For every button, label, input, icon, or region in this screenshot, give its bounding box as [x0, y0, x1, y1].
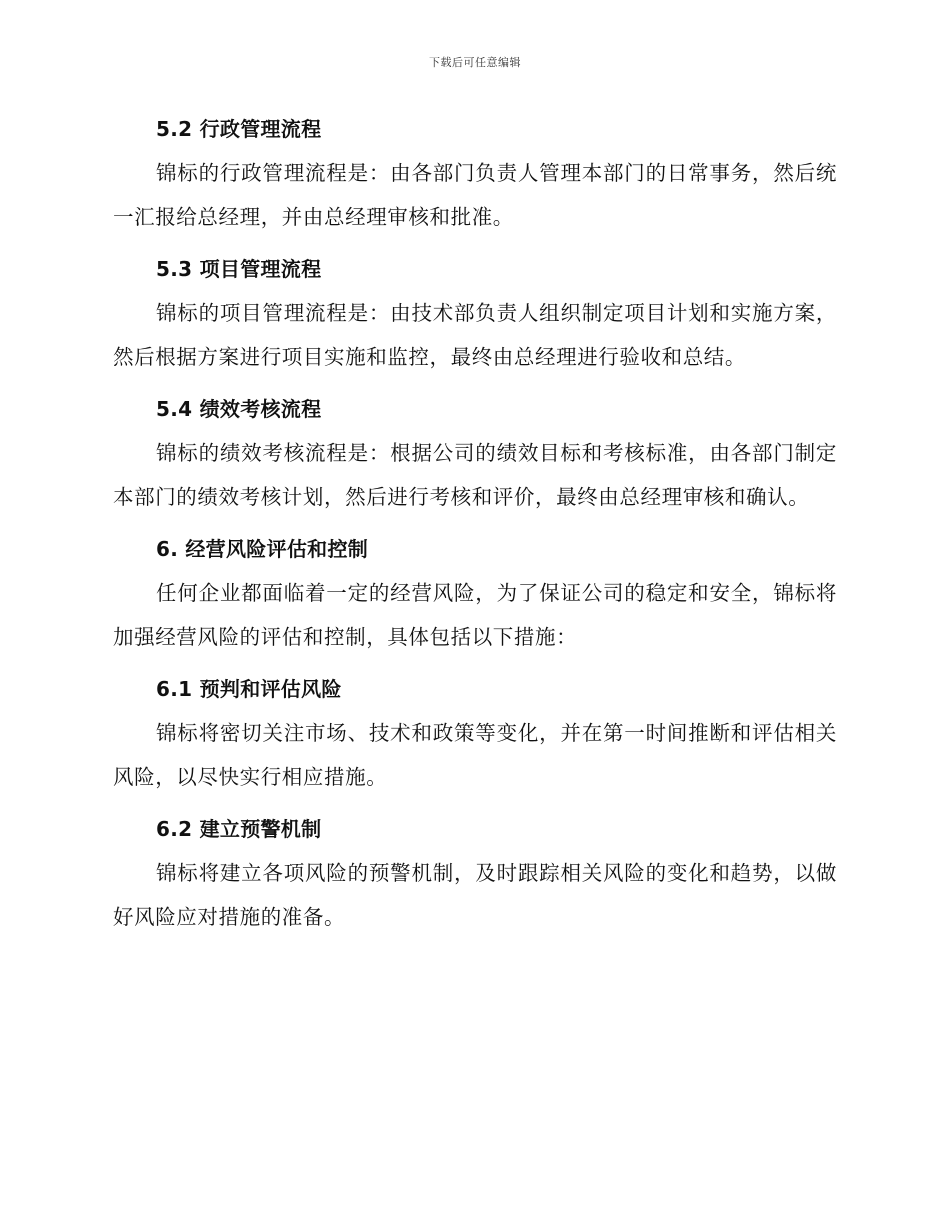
section-paragraph-6-1: 锦标将密切关注市场、技术和政策等变化，并在第一时间推断和评估相关风险，以尽快实行相应措施。: [113, 721, 837, 789]
section-heading-5-4: 5.4 绩效考核流程: [156, 397, 322, 421]
section-heading-6-2: 6.2 建立预警机制: [156, 817, 322, 841]
section-heading-6-1: 6.1 预判和评估风险: [156, 677, 342, 701]
page-header-note: 下载后可任意编辑: [429, 56, 521, 69]
section-paragraph-5-4: 锦标的绩效考核流程是：根据公司的绩效目标和考核标准，由各部门制定本部门的绩效考核计划，然后进行考核和评价，最终由总经理审核和确认。: [113, 441, 837, 509]
section-paragraph-5-3: 锦标的项目管理流程是：由技术部负责人组织制定项目计划和实施方案，然后根据方案进行项目实施和监控，最终由总经理进行验收和总结。: [113, 301, 837, 369]
section-heading-5-3: 5.3 项目管理流程: [156, 257, 322, 281]
section-heading-6: 6. 经营风险评估和控制: [156, 537, 369, 561]
document-body: [113, 107, 837, 947]
section-paragraph-6: 任何企业都面临着一定的经营风险，为了保证公司的稳定和安全，锦标将加强经营风险的评估和控制，具体包括以下措施：: [113, 581, 837, 649]
section-heading-5-2: 5.2 行政管理流程: [156, 117, 322, 141]
section-paragraph-5-2: 锦标的行政管理流程是：由各部门负责人管理本部门的日常事务，然后统一汇报给总经理，并由总经理审核和批准。: [113, 161, 837, 229]
section-paragraph-6-2: 锦标将建立各项风险的预警机制，及时跟踪相关风险的变化和趋势，以做好风险应对措施的准备。: [113, 861, 837, 929]
